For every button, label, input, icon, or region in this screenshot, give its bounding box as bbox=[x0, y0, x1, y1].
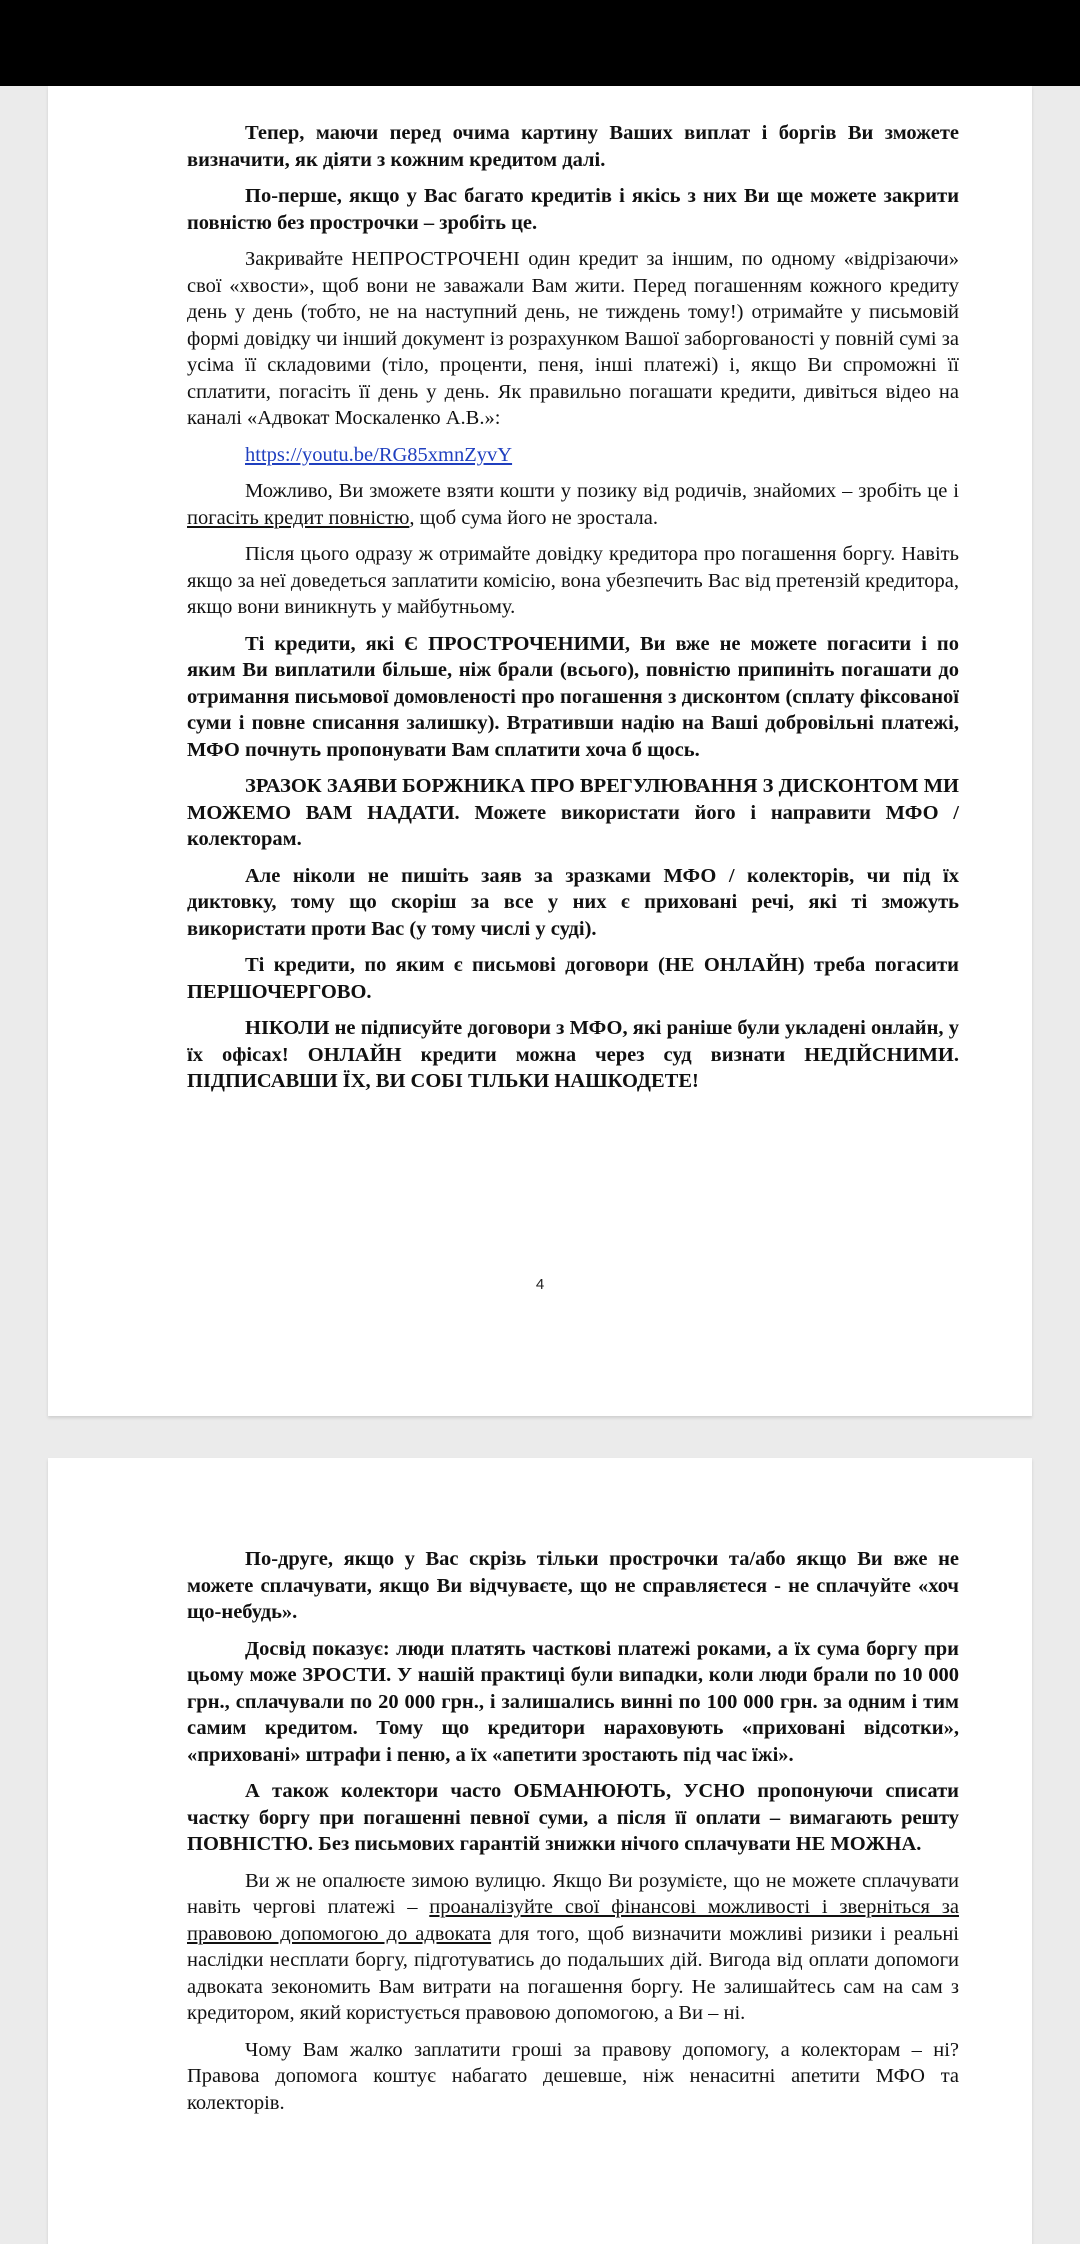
underlined-text: проаналізуйте свої фінансові можливості і зверніться за правовою допомогою до адвоката bbox=[187, 1896, 959, 1945]
paragraph-legal-help: Чому Вам жалко заплатити гроші за правову допомогу, а колекторам – ні? Правова допомога коштує набагато дешевше, ніж ненаситні апетити МФО та колекторів. bbox=[187, 2038, 959, 2114]
paragraph-first-step: По-перше, якщо у Вас багато кредитів і якісь з них Ви ще можете закрити повністю без прострочки – зробіть це. bbox=[187, 185, 959, 234]
paragraph-never-sign: НІКОЛИ не підписуйте договори з МФО, які раніше були укладені онлайн, у їх офісах! ОНЛАЙН кредити можна через суд визнати НЕДІЙСНИМИ. ПІДПИСАВШИ ЇХ, ВИ СОБІ ТІЛЬКИ НАШКОДЕТЕ! bbox=[187, 1017, 959, 1092]
document-page-4 bbox=[48, 86, 1032, 1416]
paragraph-experience: Досвід показує: люди платять часткові платежі роками, а їх сума боргу при цьому може ЗРОСТИ. У нашій практиці були випадки, коли люди брали по 10 000 грн., сплачували по 20 000 грн., і залишались винні по 100 000 грн. за одним і тим самим кредитом. Тому що кредитори нараховують «приховані відсотки», «приховані» штрафи і пеню, а їх «апетити зростають під час їжі». bbox=[187, 1637, 959, 1766]
text-segment: , щоб сума його не зростала. bbox=[409, 506, 658, 529]
paragraph-sample: ЗРАЗОК ЗАЯВИ БОРЖНИКА ПРО ВРЕГУЛЮВАННЯ З ДИСКОНТОМ МИ МОЖЕМО ВАМ НАДАТИ. Можете використати його і направити МФО / колекторам. bbox=[187, 775, 959, 850]
top-status-bar bbox=[0, 0, 1080, 86]
text-segment: Можливо, Ви зможете взяти кошти у позику від родичів, знайомих – зробіть це і bbox=[245, 480, 959, 502]
paragraph-second-step: По-друге, якщо у Вас скрізь тільки прострочки та/або якщо Ви вже не можете сплачувати, якщо Ви відчуваєте, що не справляєтеся - не сплачуйте «хоч що-небудь». bbox=[187, 1548, 959, 1623]
paragraph-written-contracts: Ті кредити, по яким є письмові договори (НЕ ОНЛАЙН) треба погасити ПЕРШОЧЕРГОВО. bbox=[187, 954, 959, 1003]
underlined-text: погасіть кредит повністю bbox=[187, 506, 410, 529]
paragraph-certificate: Після цього одразу ж отримайте довідку кредитора про погашення боргу. Навіть якщо за неї доведеться заплатити комісію, вона убезпечить Вас від претензій кредитора, якщо вони виникнуть у майбутньому. bbox=[187, 543, 959, 618]
paragraph-collectors: А також колектори часто ОБМАНЮЮТЬ, УСНО пропонуючи списати частку боргу при погашенні певної суми, а після її оплати – вимагають решту ПОВНІСТЮ. Без письмових гарантій знижки нічого сплачувати НЕ МОЖНА. bbox=[187, 1780, 959, 1855]
page-number: 4 bbox=[535, 1276, 545, 1293]
paragraph-intro: Тепер, маючи перед очима картину Ваших виплат і боргів Ви зможете визначити, як діяти з кожним кредитом далі. bbox=[187, 122, 959, 171]
paragraph-overdue: Ті кредити, які Є ПРОСТРОЧЕНИМИ, Ви вже не можете погасити і по яким Ви виплатили більше, ніж брали (всього), повністю припиніть погашати до отримання письмової домовленості про погашення з дисконтом (сплату фіксованої суми і повне списання залишку). Втративши надію на Ваші добровільні платежі, МФО почнуть пропонувати Вам сплатити хоча б щось. bbox=[187, 632, 959, 761]
page-5-text bbox=[187, 1546, 959, 2126]
text-segment: Ви ж не опалюєте зимою вулицю. Якщо Ви розумієте, що не можете сплачувати навіть чергові платежі – bbox=[187, 1869, 959, 1918]
youtube-link[interactable]: https://youtu.be/RG85xmnZyvY bbox=[245, 443, 513, 466]
page-4-text bbox=[187, 120, 959, 1105]
paragraph-borrow bbox=[187, 478, 959, 531]
text-segment: для того, щоб визначити можливі ризики і реальні наслідки несплати боргу, підготуватись до подальших дій. Вигода від оплати допомоги адвоката зекономить Вам витрати на погашення боргу. Не залишайтесь сам на сам з кредитором, який користується правовою допомогою, а Ви – ні. bbox=[187, 1922, 960, 2024]
paragraph-warning: Але ніколи не пишіть заяв за зразками МФО / колекторів, чи під їх диктовку, тому що скоріш за все у них є приховані речі, які ті зможуть використати проти Вас (у тому числі у суді). bbox=[187, 864, 959, 940]
paragraph-lawyer bbox=[187, 1868, 959, 2027]
paragraph-close-loans: Закривайте НЕПРОСТРОЧЕНІ один кредит за іншим, по одному «відрізаючи» свої «хвости», щоб вони не заважали Вам жити. Перед погашенням кожного кредиту день у день (тобто, не на наступний день, не тиждень тому!) отримайте у письмовій формі довідку чи інший документ із розрахунком Вашої заборгованості у повній сумі за усіма її складовими (тіло, проценти, пеня, інші платежі) і, якщо Ви спроможні її сплатити, погасіть її день у день. Як правильно погашати кредити, дивіться відео на каналі «Адвокат Москаленко А.В.»: bbox=[187, 248, 959, 429]
paragraph-link bbox=[187, 442, 959, 469]
document-page-5 bbox=[48, 1458, 1032, 2244]
